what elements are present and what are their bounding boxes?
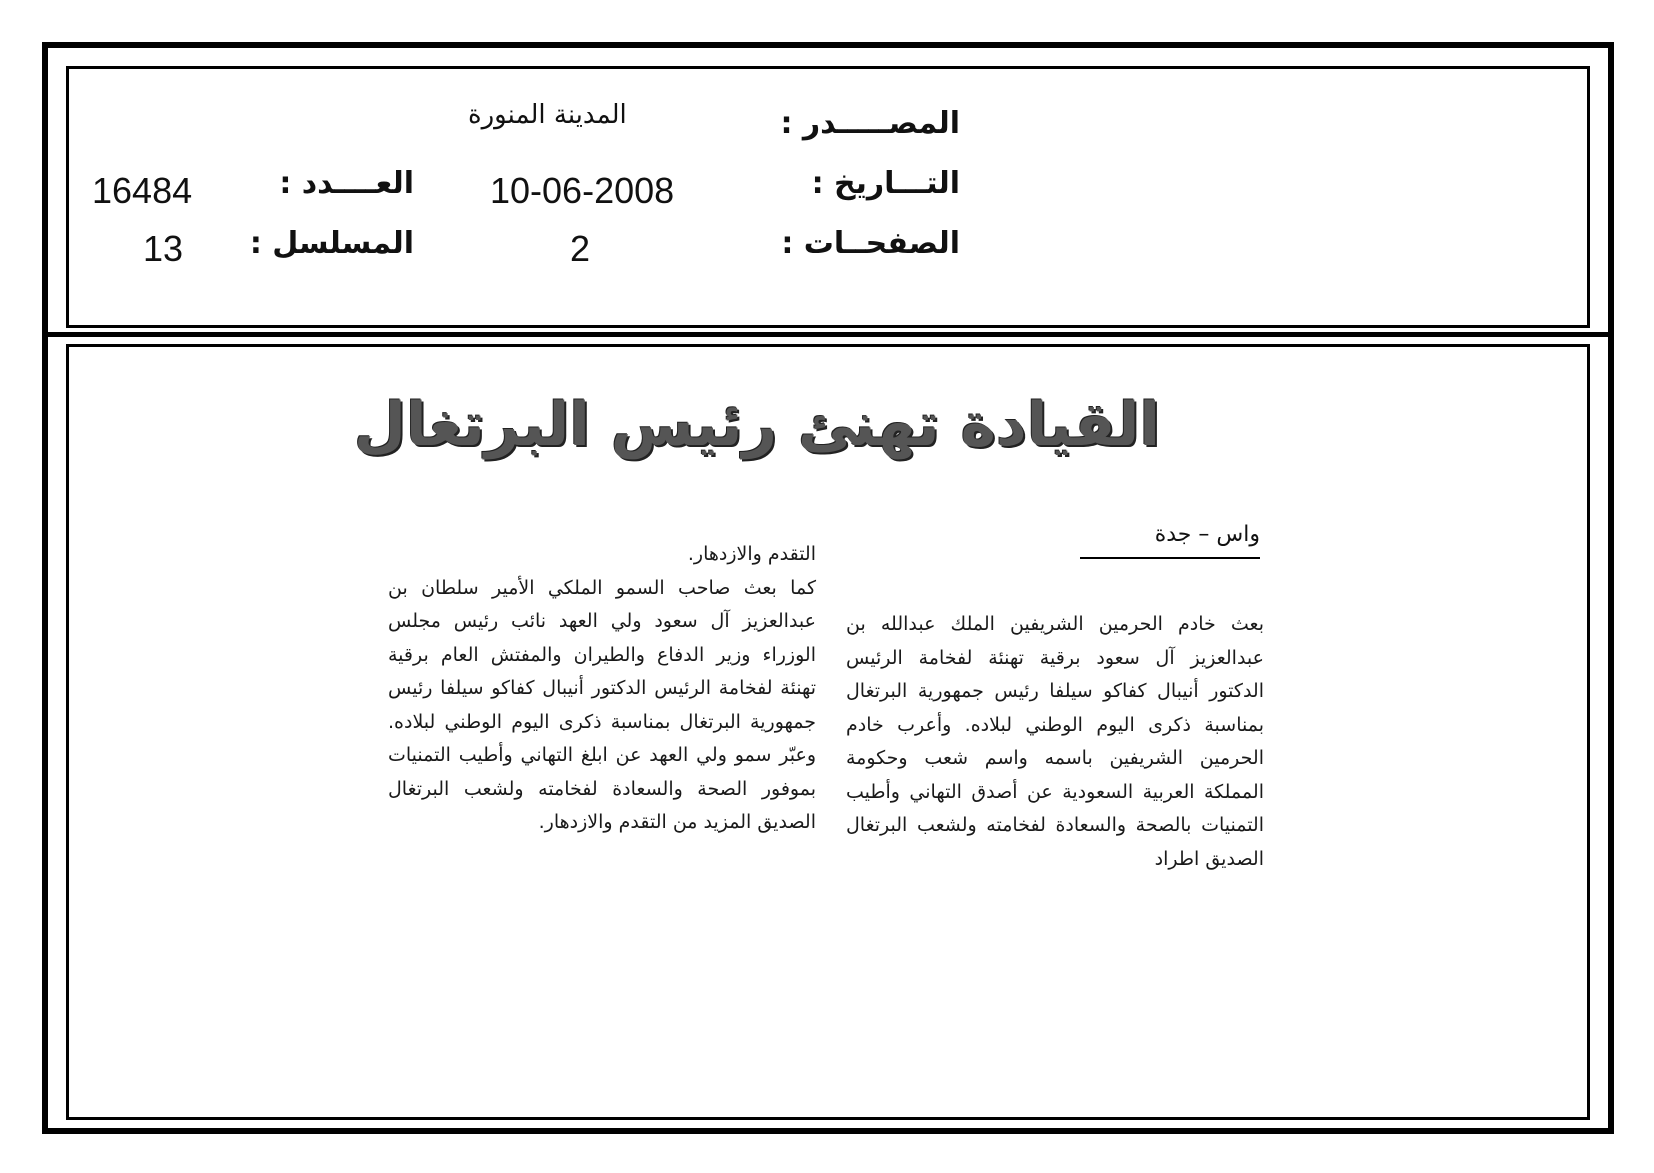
date-value: 10-06-2008 — [490, 170, 675, 211]
article-byline: واس – جدة — [1080, 522, 1260, 559]
article-box — [66, 344, 1590, 1120]
issue-value: 16484 — [92, 170, 193, 211]
header-divider — [48, 332, 1608, 337]
article-paragraph-continuation: التقدم والازدهار. — [687, 543, 816, 565]
outer-frame — [42, 42, 1614, 1134]
source-label: المصـــــدر : — [780, 106, 960, 141]
issue-label: العــــدد : — [279, 166, 414, 201]
source-value: المدينة المنورة — [468, 100, 627, 130]
article-column-right — [846, 608, 1264, 876]
article-column-left — [388, 538, 816, 840]
serial-label: المسلسل : — [249, 226, 414, 261]
article-paragraph: بعث خادم الحرمين الشريفين الملك عبدالله بن عبدالعزيز آل سعود برقية تهنئة لفخامة الرئيس الدكتور أنيبال كفاكو سيلفا رئيس جمهورية البرتغال بمناسبة ذكرى اليوم الوطني لبلاده. وأعرب خادم الحرمين الشريفين باسمه واسم شعب وحكومة المملكة العربية السعودية عن أصدق التهاني وأطيب التمنيات بالصحة والسعادة لفخامته ولشعب البرتغال الصديق اطراد — [846, 613, 1264, 870]
date-label: التـــاريخ : — [811, 166, 960, 201]
article-paragraph: كما بعث صاحب السمو الملكي الأمير سلطان بن عبدالعزيز آل سعود ولي العهد نائب رئيس مجلس الوزراء وزير الدفاع والطيران والمفتش العام برقية تهنئة لفخامة الرئيس الدكتور أنيبال كفاكو سيلفا رئيس جمهورية البرتغال بمناسبة ذكرى اليوم الوطني لبلاده. وعبّر سمو ولي العهد عن ابلغ التهاني وأطيب التمنيات بموفور الصحة والسعادة لفخامته ولشعب البرتغال الصديق المزيد من التقدم والازدهار. — [388, 576, 816, 833]
serial-value: 13 — [143, 228, 184, 269]
pages-value: 2 — [570, 228, 591, 269]
pages-label: الصفحــات : — [781, 226, 960, 261]
article-headline: القيادة تهنئ رئيس البرتغال — [353, 390, 1160, 460]
